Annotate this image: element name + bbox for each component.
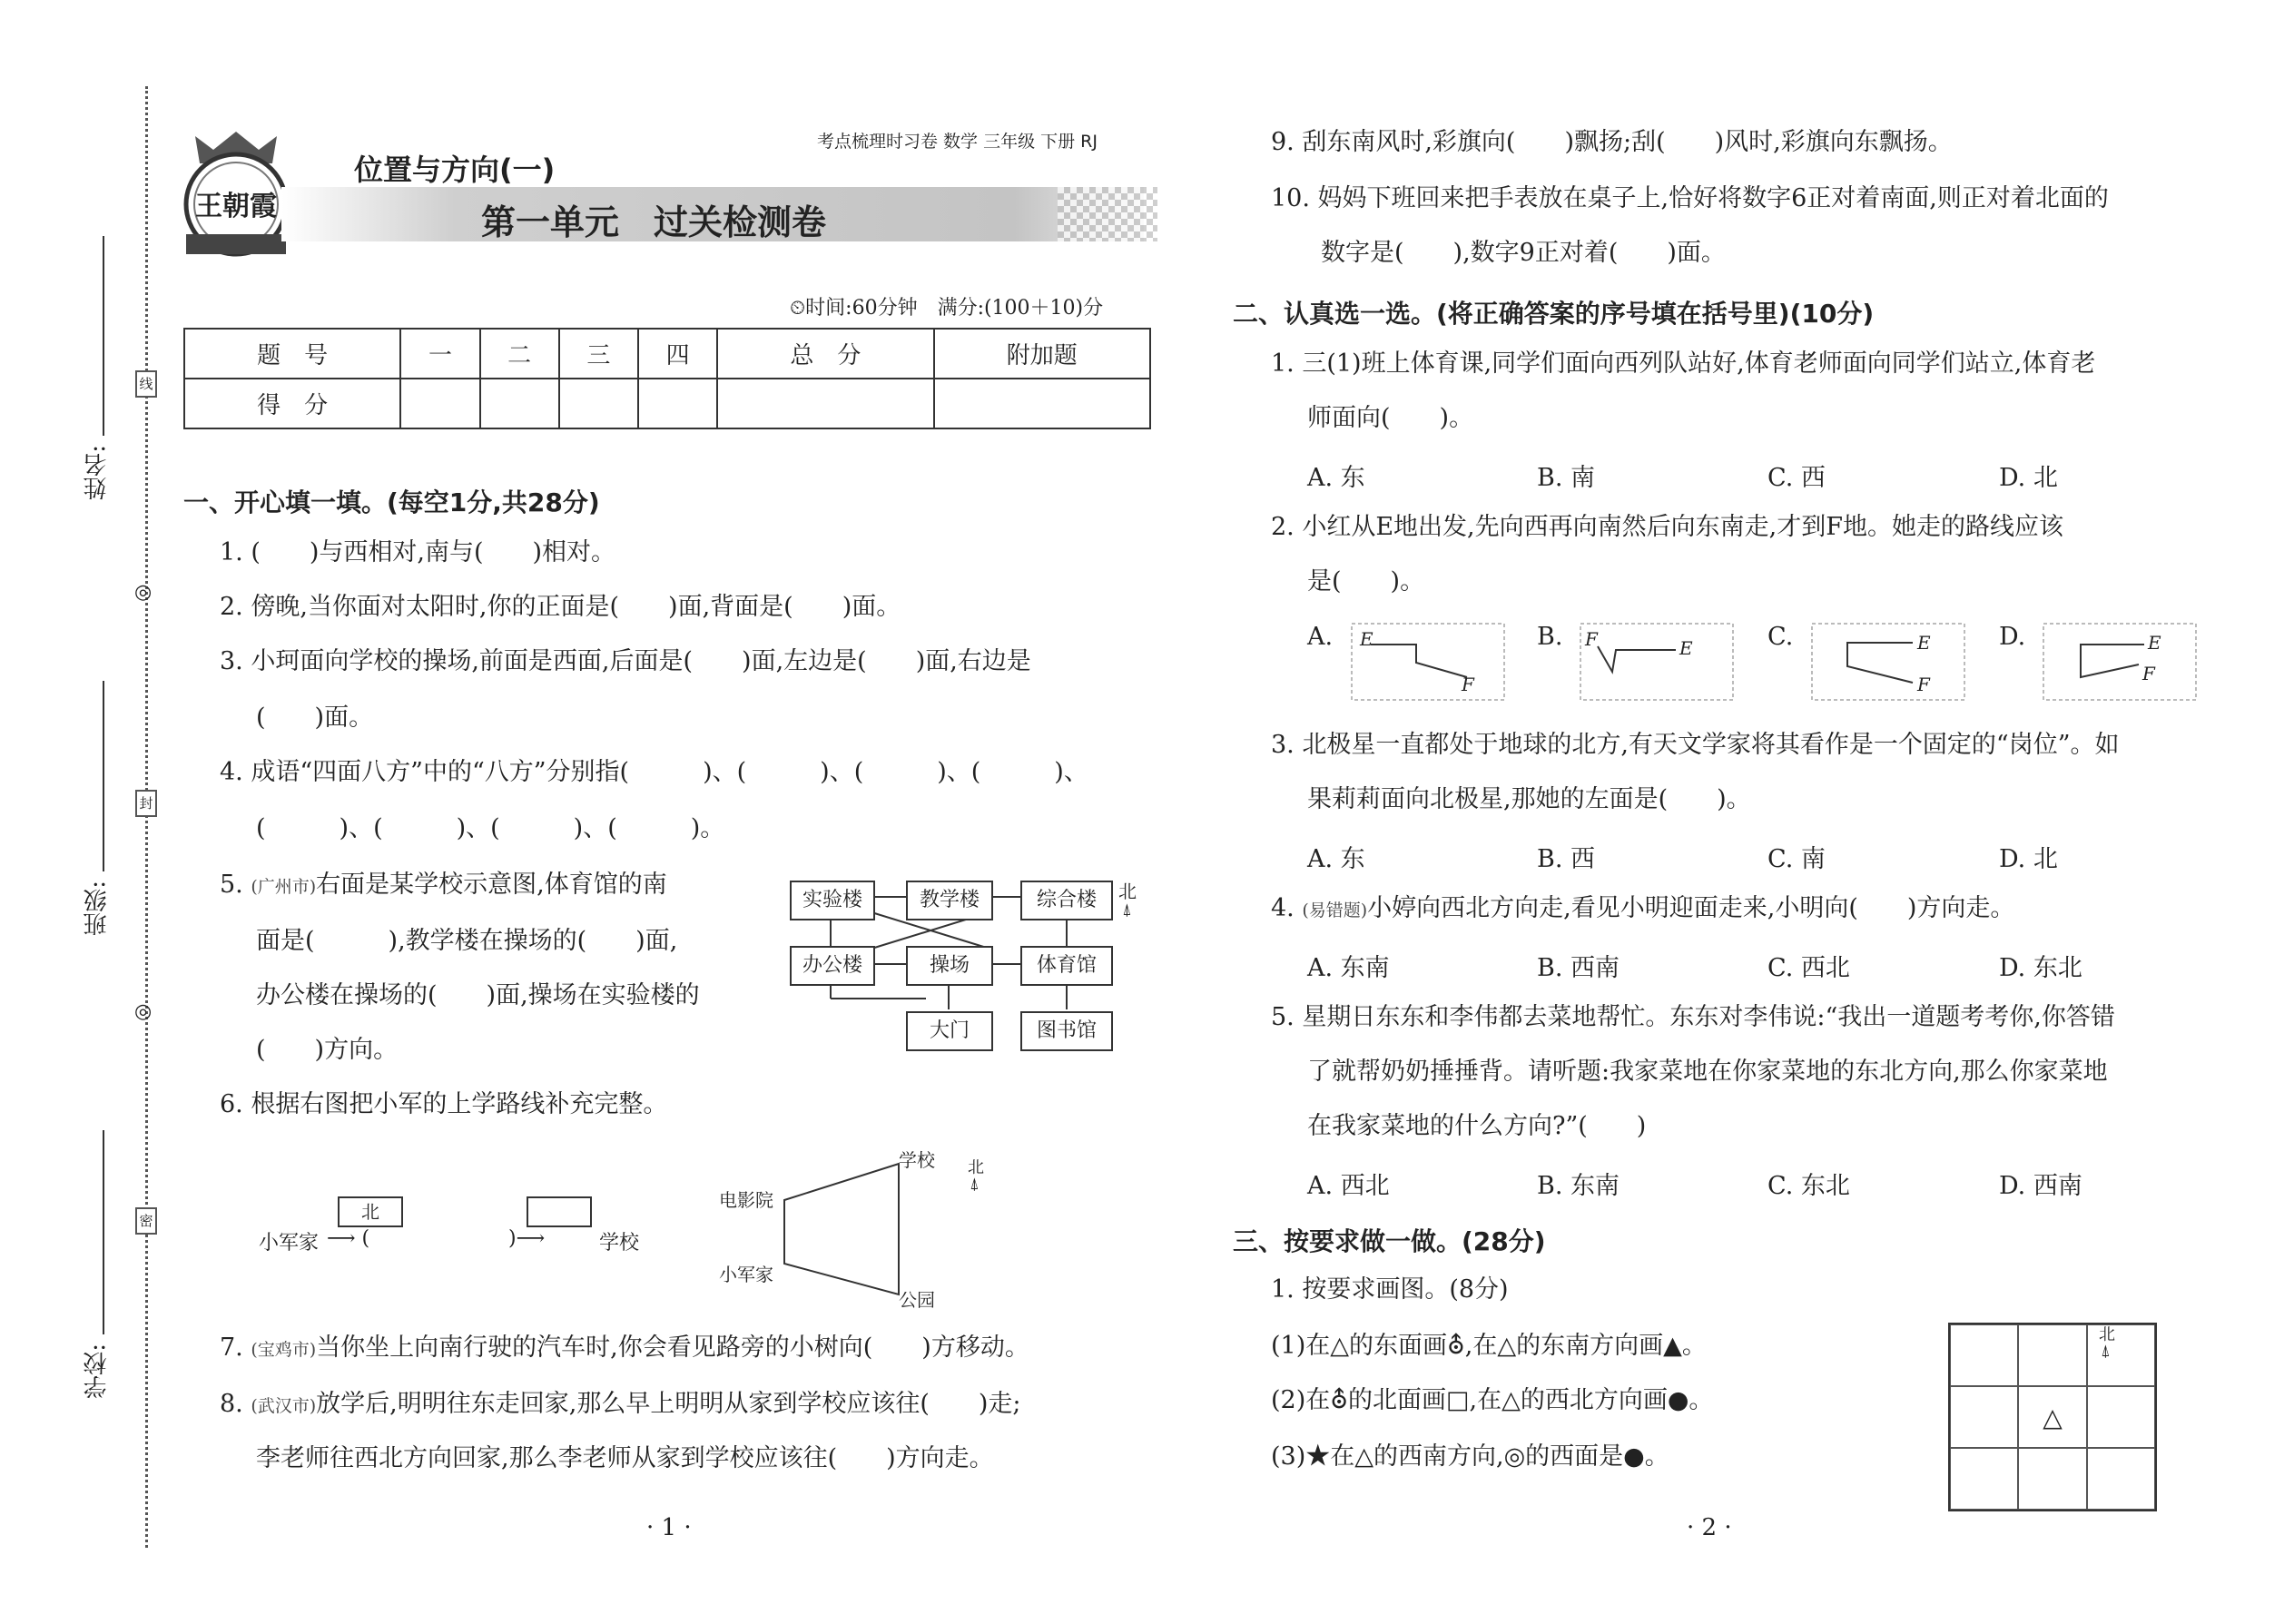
option-b[interactable]: B. 西南 [1537, 954, 1620, 982]
table-header-cell: 总 分 [717, 329, 933, 379]
table-row [184, 379, 1150, 428]
grid-cell[interactable] [2087, 1324, 2155, 1386]
point-f: F [1585, 628, 1598, 650]
point-f: F [1462, 674, 1474, 695]
question-1-3: 3. 小珂面向学校的操场,前面是西面,后面是( )面,左边是( )面,右边是 [220, 647, 1031, 675]
score-cell[interactable] [480, 379, 559, 428]
name-label: 姓名: [84, 445, 111, 500]
option-c[interactable]: C. 西 [1767, 464, 1826, 492]
question-tag: (宝鸡市) [251, 1340, 317, 1360]
seal-char: 线 [135, 370, 157, 398]
question-2-2-cont: 是( )。 [1307, 567, 1425, 595]
instruction-1: (1)在△的东面画⛢,在△的东南方向画▲。 [1271, 1332, 1707, 1360]
table-row [184, 329, 1150, 379]
route-arrow-icon: ⟶ ( [327, 1227, 370, 1250]
point-e: E [1917, 632, 1931, 654]
question-2-5: 5. 星期日东东和李伟都去菜地帮忙。东东对李伟说:“我出一道题考考你,你答错 [1271, 1003, 2115, 1031]
point-e: E [1679, 637, 1693, 659]
table-header-cell: 得 分 [184, 379, 400, 428]
question-tag: (武汉市) [251, 1396, 317, 1416]
banner-pattern [1058, 187, 1157, 241]
question-1-4-cont: ( )、( )、( )、( )。 [256, 814, 725, 842]
spiral-icon: ◎ [134, 1000, 153, 1023]
fig-label-school: 学校 [899, 1149, 935, 1171]
table-header-cell: 四 [638, 329, 717, 379]
question-1-8-text: 放学后,明明往东走回家,那么早上明明从家到学校应该往( )走; [316, 1390, 1021, 1418]
grid-cell[interactable] [2087, 1386, 2155, 1448]
point-f: F [1917, 674, 1930, 695]
subtitle: 位置与方向(一) [354, 153, 556, 187]
time-info: ⏲时间:60分钟 满分:(100＋10)分 [790, 297, 1104, 320]
table-header-cell: 题 号 [184, 329, 400, 379]
class-field[interactable] [103, 681, 104, 871]
school-field[interactable] [103, 1130, 104, 1334]
north-arrow-icon: ⍋ [970, 1175, 980, 1194]
point-f: F [2142, 663, 2155, 684]
map-box-office: 办公楼 [790, 946, 875, 986]
page-title: 第一单元 过关检测卷 [481, 202, 827, 242]
question-1-3-cont: ( )面。 [256, 704, 374, 732]
question-2-2: 2. 小红从E地出发,先向西再向南然后向东南走,才到F地。她走的路线应该 [1271, 513, 2063, 541]
option-b[interactable]: B. [1537, 623, 1563, 651]
route-figure [781, 1146, 908, 1309]
map-box-gate: 大门 [906, 1011, 993, 1051]
score-cell[interactable] [559, 379, 638, 428]
page-number: · 1 · [646, 1514, 692, 1541]
route-end: 学校 [599, 1232, 640, 1255]
north-label: 北 [2099, 1325, 2115, 1344]
question-2-4: 4. (易错题)小婷向西北方向走,看见小明迎面走来,小明向( )方向走。 [1271, 894, 2015, 922]
map-box-library: 图书馆 [1020, 1011, 1113, 1051]
route-box-2[interactable] [527, 1196, 592, 1227]
route-start: 小军家 [259, 1232, 320, 1255]
map-box-lab: 实验楼 [790, 881, 875, 920]
question-1-2: 2. 傍晚,当你面对太阳时,你的正面是( )面,背面是( )面。 [220, 593, 901, 621]
question-2-5-line3: 在我家菜地的什么方向?”( ) [1307, 1112, 1647, 1140]
question-1-10: 10. 妈妈下班回来把手表放在桌子上,恰好将数字6正对着南面,则正对着北面的 [1271, 184, 2109, 212]
question-2-1-cont: 师面向( )。 [1307, 404, 1474, 432]
option-c[interactable]: C. 东北 [1767, 1172, 1850, 1200]
binding-line [145, 86, 148, 1548]
option-d[interactable]: D. 北 [1999, 845, 2058, 873]
question-2-3-cont: 果莉莉面向北极星,那她的左面是( )。 [1307, 785, 1751, 813]
option-a[interactable]: A. 西北 [1307, 1172, 1390, 1200]
question-1-8-cont: 李老师往西北方向回家,那么李老师从家到学校应该往( )方向走。 [256, 1444, 994, 1472]
grid-cell[interactable] [2087, 1448, 2155, 1510]
drawing-grid[interactable] [1948, 1323, 2157, 1511]
option-a[interactable]: A. 东南 [1307, 954, 1390, 982]
instruction-2: (2)在⛢的北面画□,在△的西北方向画●。 [1271, 1386, 1714, 1414]
grid-cell[interactable] [2018, 1324, 2086, 1386]
route-option-b [1580, 623, 1734, 701]
grid-cell[interactable] [1950, 1448, 2018, 1510]
route-box-1: 北 [338, 1196, 403, 1227]
grid-cell[interactable] [1950, 1324, 2018, 1386]
grid-cell[interactable] [2018, 1448, 2086, 1510]
option-a[interactable]: A. [1307, 623, 1334, 651]
question-1-5-line2: 面是( ),教学楼在操场的( )面, [256, 927, 678, 955]
route-option-d [2043, 623, 2197, 701]
question-1-1: 1. ( )与西相对,南与( )相对。 [220, 538, 616, 566]
logo-text: 王朝霞 [195, 191, 277, 222]
score-cell[interactable] [717, 379, 933, 428]
table-header-cell: 一 [400, 329, 479, 379]
seal-char: 密 [135, 1207, 157, 1235]
brand-logo [177, 127, 295, 263]
score-cell[interactable] [934, 379, 1150, 428]
option-d[interactable]: D. 东北 [1999, 954, 2082, 982]
question-tag: (易错题) [1302, 901, 1368, 920]
series-info: 考点梳理时习卷 数学 三年级 下册 RJ [817, 132, 1098, 152]
point-e: E [1360, 628, 1373, 650]
section2-title: 二、认真选一选。(将正确答案的序号填在括号里)(10分) [1233, 299, 1875, 329]
question-1-7-text: 当你坐上向南行驶的汽车时,你会看见路旁的小树向( )方移动。 [316, 1334, 1029, 1362]
table-header-cell: 三 [559, 329, 638, 379]
instruction-3: (3)★在△的西南方向,◎的西面是●。 [1271, 1442, 1669, 1471]
option-d[interactable]: D. 北 [1999, 464, 2058, 492]
question-1-5-line4: ( )方向。 [256, 1036, 399, 1064]
question-tag: (广州市) [251, 877, 317, 897]
table-header-cell: 二 [480, 329, 559, 379]
option-c[interactable]: C. 西北 [1767, 954, 1850, 982]
question-2-5-line2: 了就帮奶奶捶捶背。请听题:我家菜地在你家菜地的东北方向,那么你家菜地 [1307, 1058, 2108, 1086]
question-1-9: 9. 刮东南风时,彩旗向( )飘扬;刮( )风时,彩旗向东飘扬。 [1271, 128, 1953, 156]
question-1-7: 7. (宝鸡市)当你坐上向南行驶的汽车时,你会看见路旁的小树向( )方移动。 [220, 1334, 1029, 1362]
fig-label-home: 小军家 [719, 1264, 773, 1285]
map-box-complex: 综合楼 [1020, 881, 1113, 920]
score-table [183, 328, 1151, 429]
point-e: E [2148, 632, 2161, 654]
option-c[interactable]: C. [1767, 623, 1794, 651]
option-a[interactable]: A. 东 [1307, 464, 1365, 492]
route-arrow-icon: )⟶ [508, 1227, 546, 1250]
map-box-playground: 操场 [906, 946, 993, 986]
name-field[interactable] [103, 236, 104, 436]
score-cell[interactable] [638, 379, 717, 428]
fig-label-park: 公园 [899, 1289, 935, 1311]
question-1-8: 8. (武汉市)放学后,明明往东走回家,那么早上明明从家到学校应该往( )走; [220, 1390, 1021, 1418]
north-label: 北 [968, 1158, 984, 1177]
table-header-cell: 附加题 [934, 329, 1150, 379]
class-label: 班级: [84, 881, 111, 936]
seal-char: 封 [135, 790, 157, 817]
option-a[interactable]: A. 东 [1307, 845, 1365, 873]
fig-label-cinema: 电影院 [719, 1189, 773, 1211]
section3-title: 三、按要求做一做。(28分) [1233, 1226, 1546, 1256]
map-box-gym: 体育馆 [1020, 946, 1113, 986]
question-1-5: 5. (广州市)右面是某学校示意图,体育馆的南 [220, 871, 667, 899]
score-cell[interactable] [400, 379, 479, 428]
question-1-4: 4. 成语“四面八方”中的“八方”分别指( )、( )、( )、( )、 [220, 758, 1088, 786]
north-arrow-icon: ⍋ [1122, 901, 1132, 920]
option-b[interactable]: B. 西 [1537, 845, 1596, 873]
grid-cell-center[interactable]: △ [2018, 1386, 2086, 1448]
option-d[interactable]: D. 西南 [1999, 1172, 2082, 1200]
north-label: 北 [1118, 881, 1137, 902]
question-2-3: 3. 北极星一直都处于地球的北方,有天文学家将其看作是一个固定的“岗位”。如 [1271, 731, 2120, 759]
route-option-c [1811, 623, 1965, 701]
route-option-a [1351, 623, 1505, 701]
school-label: 学校: [84, 1343, 111, 1399]
question-1-6: 6. 根据右图把小军的上学路线补充完整。 [220, 1090, 668, 1118]
north-arrow-icon: ⍋ [2101, 1342, 2111, 1361]
section1-title: 一、开心填一填。(每空1分,共28分) [183, 487, 600, 517]
page-number: · 2 · [1687, 1514, 1732, 1541]
option-d[interactable]: D. [1999, 623, 2026, 651]
question-2-1: 1. 三(1)班上体育课,同学们面向西列队站好,体育老师面向同学们站立,体育老 [1271, 349, 2096, 378]
question-2-4-text: 小婷向西北方向走,看见小明迎面走来,小明向( )方向走。 [1367, 894, 2015, 922]
question-1-5-text: 右面是某学校示意图,体育馆的南 [316, 871, 667, 899]
grid-cell[interactable] [1950, 1386, 2018, 1448]
option-c[interactable]: C. 南 [1767, 845, 1826, 873]
option-b[interactable]: B. 东南 [1537, 1172, 1620, 1200]
question-1-5-line3: 办公楼在操场的( )面,操场在实验楼的 [256, 981, 700, 1009]
question-3-1: 1. 按要求画图。(8分) [1271, 1275, 1509, 1304]
option-b[interactable]: B. 南 [1537, 464, 1596, 492]
spiral-icon: ◎ [134, 581, 153, 604]
question-1-10-cont: 数字是( ),数字9正对着( )面。 [1321, 239, 1726, 267]
map-box-teaching: 教学楼 [906, 881, 993, 920]
